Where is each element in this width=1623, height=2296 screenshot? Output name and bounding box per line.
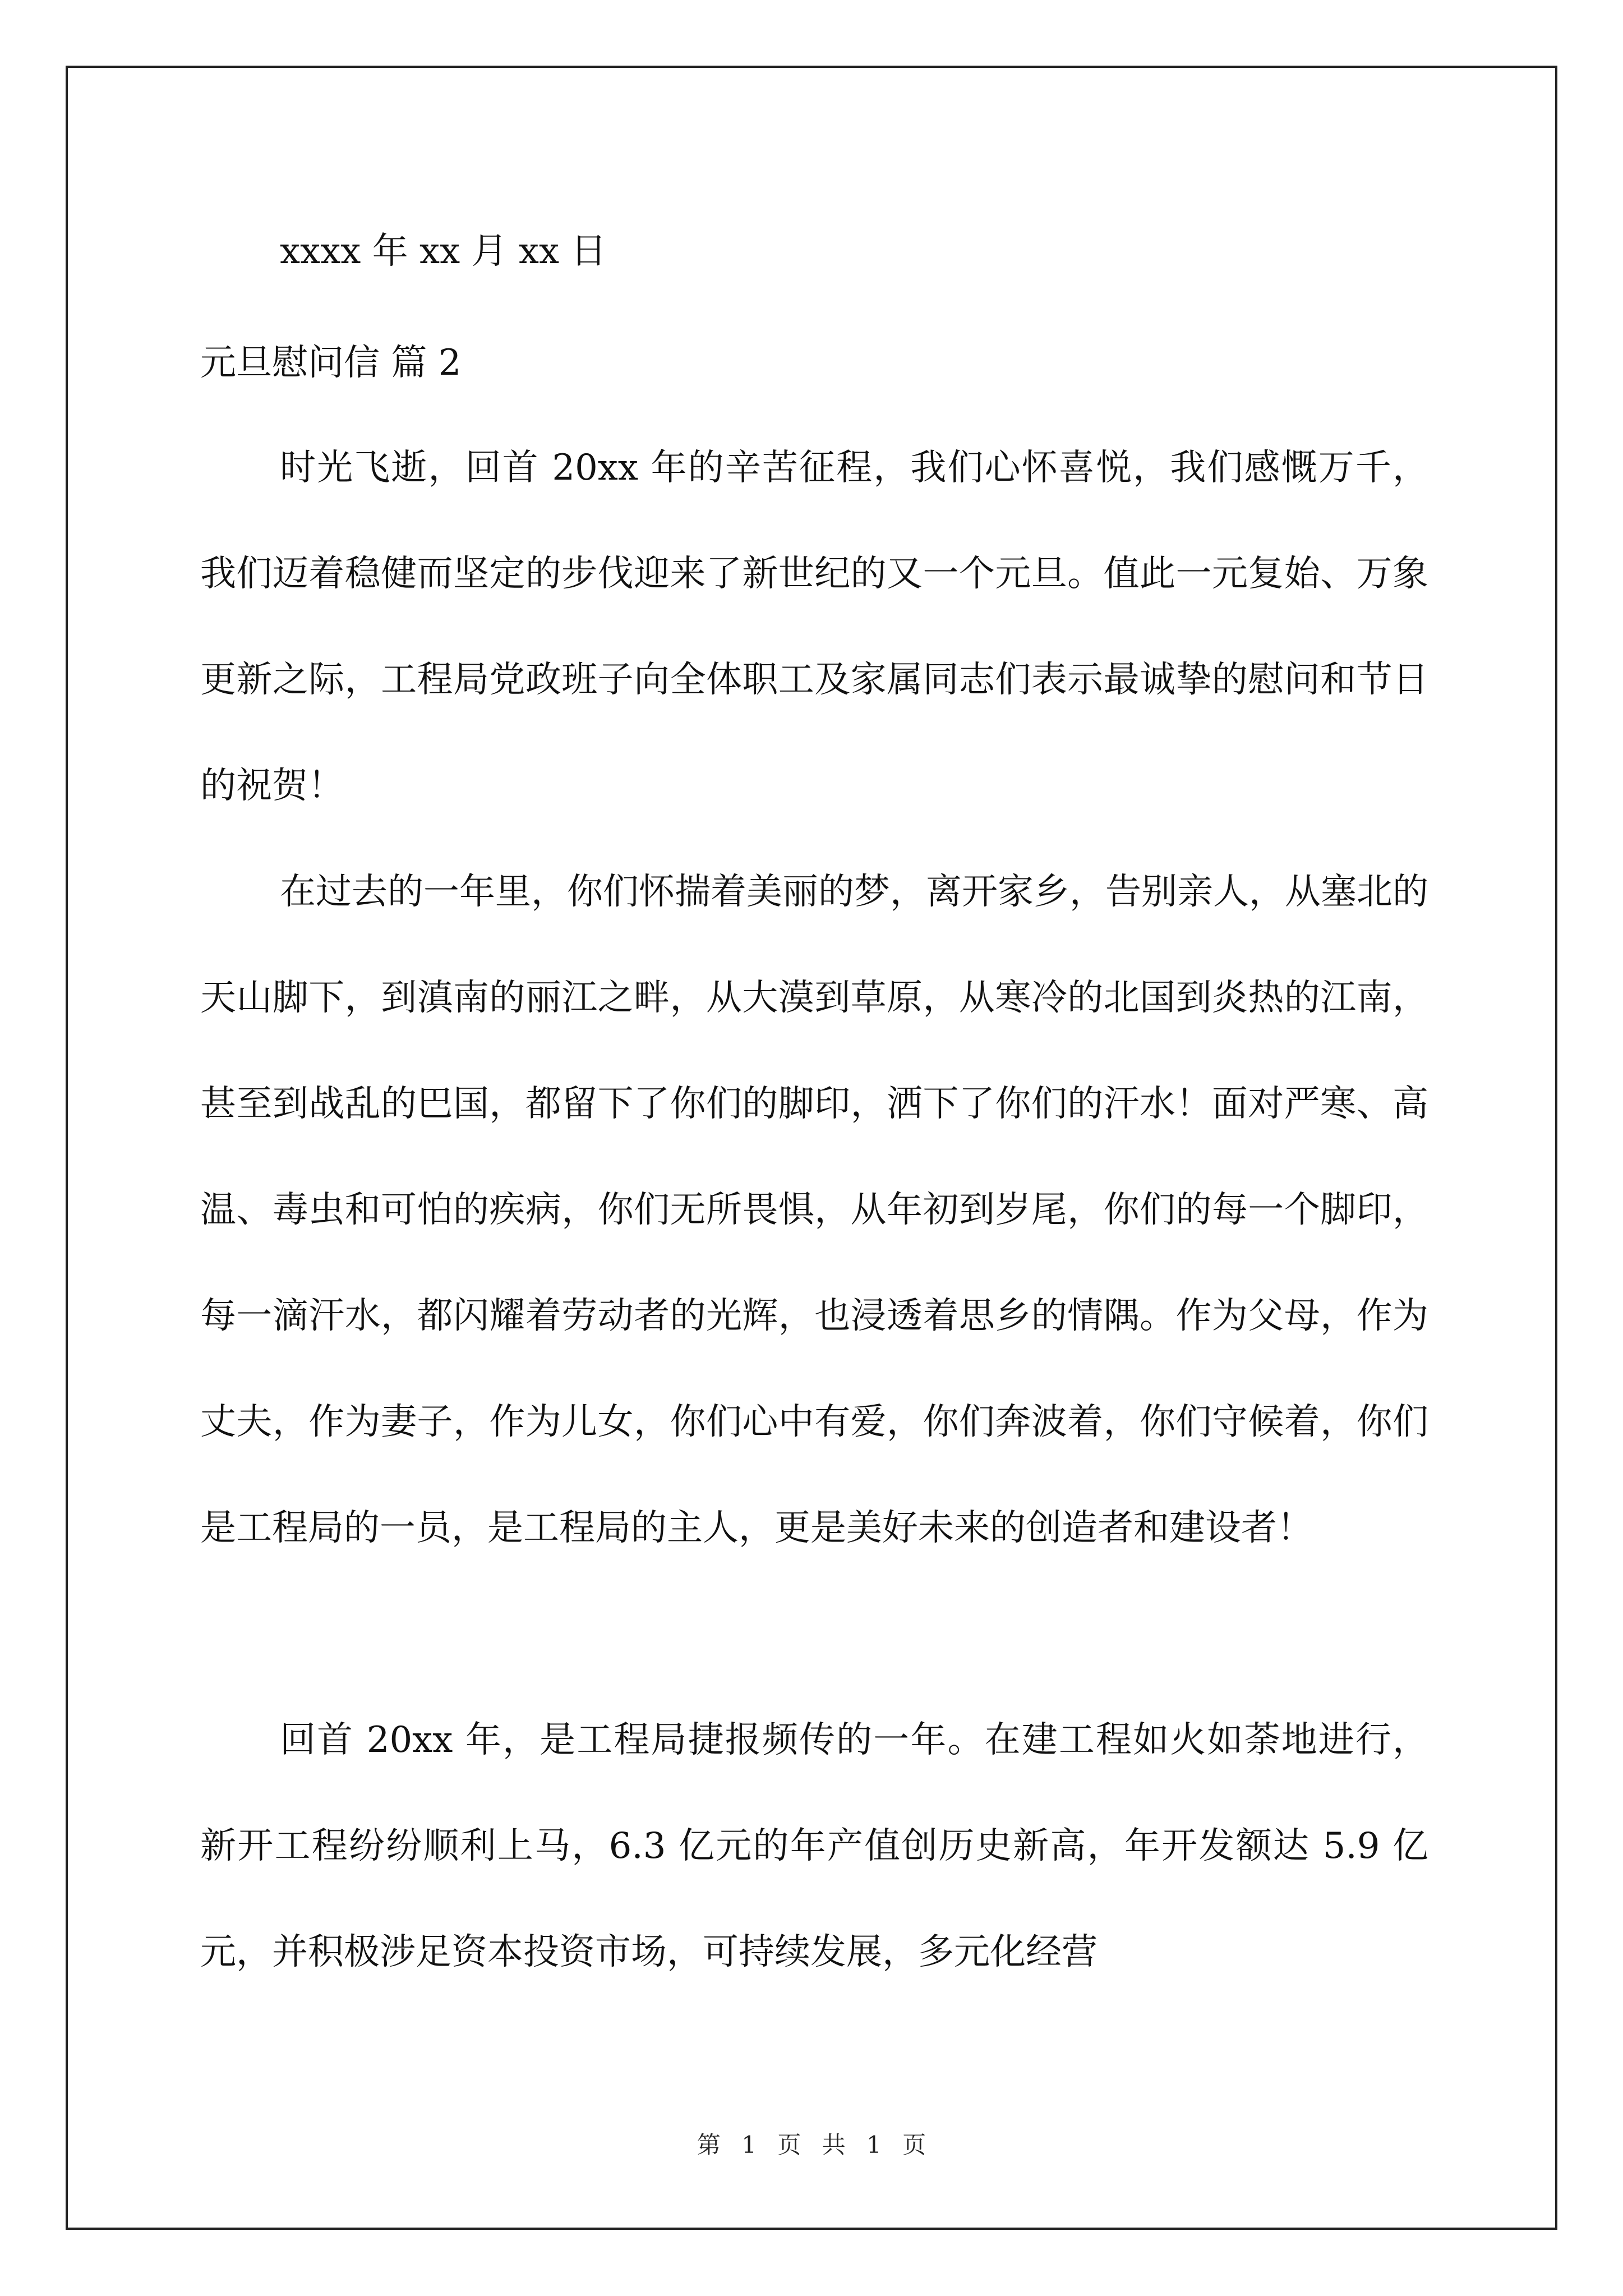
date-line: xxxx 年 xx 月 xx 日 [280, 231, 607, 272]
body-paragraph: 在过去的一年里，你们怀揣着美丽的梦，离开家乡，告别亲人，从塞北的天山脚下，到滇南的丽江之畔，从大漠到草原，从寒冷的北国到炎热的江南，甚至到战乱的巴国，都留下了你们的脚印，洒下了你们的汗水！面对严寒、高温、毒虫和可怕的疾病，你们无所畏惧，从年初到岁尾，你们的每一个脚印，每一滴汗水，都闪耀着劳动者的光辉，也浸透着思乡的情隅。作为父母，作为丈夫，作为妻子，作为儿女，你们心中有爱，你们奔波着，你们守候着，你们是工程局的一员，是工程局的主人，更是美好未来的创造者和建设者！ [200, 871, 1428, 1549]
body-paragraph: 时光飞逝，回首 20xx 年的辛苦征程，我们心怀喜悦，我们感慨万千，我们迈着稳健而坚定的步伐迎来了新世纪的又一个元旦。值此一元复始、万象更新之际，工程局党政班子向全体职工及家属同志们表示最诚挚的慰问和节日的祝贺！ [200, 447, 1428, 807]
body-paragraph: 回首 20xx 年，是工程局捷报频传的一年。在建工程如火如荼地进行，新开工程纷纷顺利上马，6.3 亿元的年产值创历史新高，年开发额达 5.9 亿元，并积极涉足资本投资市场，可持续发展，多元化经营 [200, 1719, 1428, 1973]
letter-title: 元旦慰问信 篇 2 [200, 342, 462, 384]
page-number-footer: 第 1 页 共 1 页 [697, 2131, 926, 2159]
